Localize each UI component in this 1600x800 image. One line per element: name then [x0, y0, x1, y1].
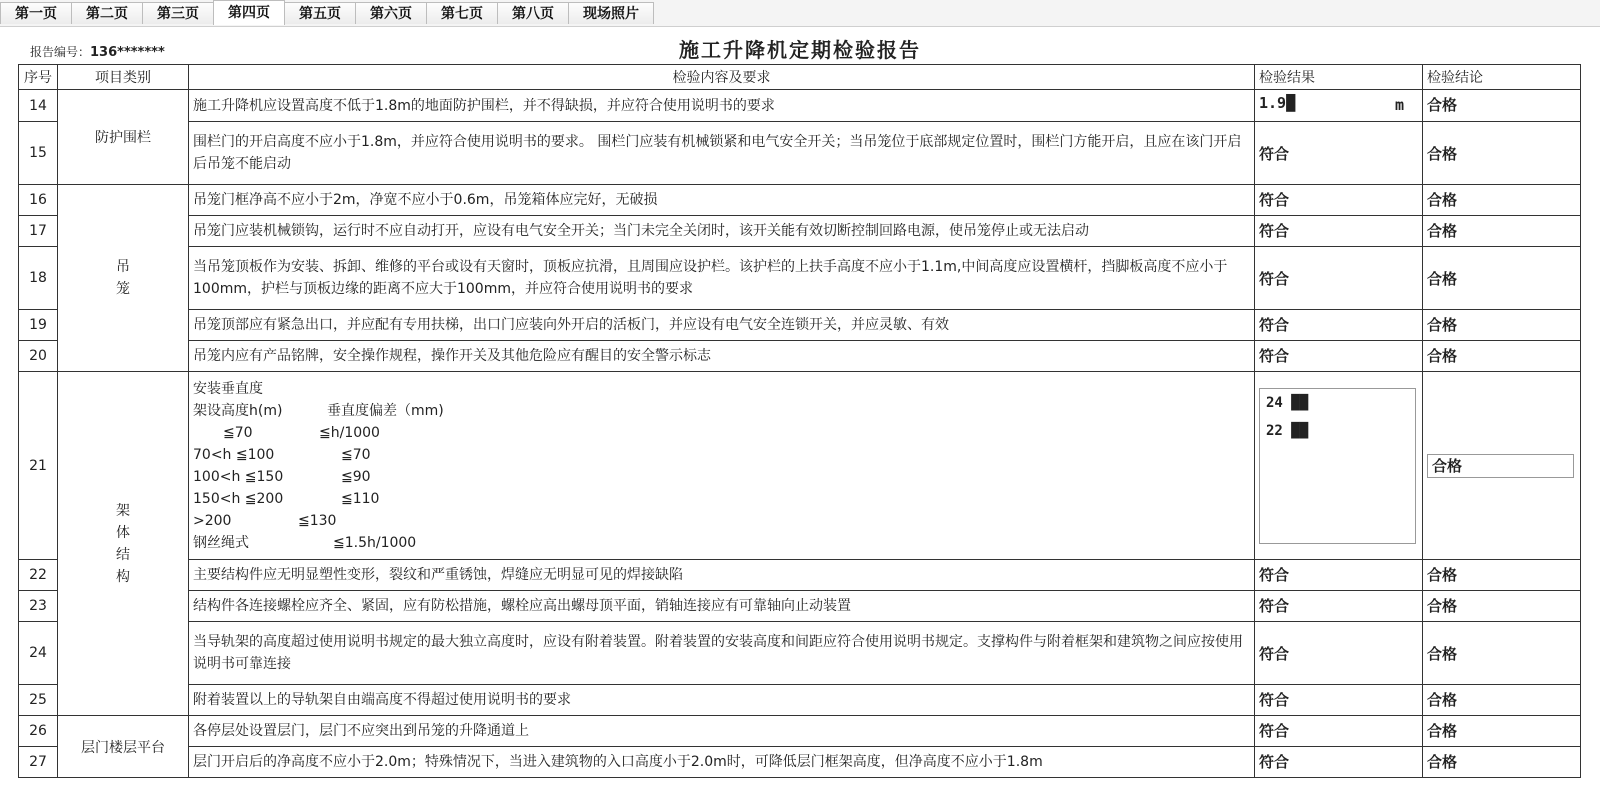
tab-page-5[interactable]: 第五页	[284, 2, 356, 24]
spec-line-a: 70<h ≦100	[193, 446, 275, 463]
row-conclusion[interactable]: 合格	[1423, 622, 1581, 685]
row-requirement: 主要结构件应无明显塑性变形，裂纹和严重锈蚀，焊缝应无明显可见的焊接缺陷	[189, 560, 1255, 591]
row-no: 27	[19, 747, 58, 778]
row-requirement: 层门开启后的净高度不应小于2.0m；特殊情况下，当进入建筑物的入口高度小于2.0m时，可降低层门框架高度，但净高度不应小于1.8m	[189, 747, 1255, 778]
verticality-result-box[interactable]	[1259, 388, 1416, 544]
row-requirement: 吊笼顶部应有紧急出口，并应配有专用扶梯，出口门应装向外开启的活板门，并应设有电气安全连锁开关，并应灵敏、有效	[189, 310, 1255, 341]
table-row	[19, 716, 1581, 747]
row-requirement: 围栏门的开启高度不应小于1.8m，并应符合使用说明书的要求。 围栏门应装有机械锁紧和电气安全开关；当吊笼位于底部规定位置时，围栏门方能开启，且应在该门开启后吊笼不能启动	[189, 122, 1255, 185]
row-no: 14	[19, 90, 58, 122]
spec-line-a: >200	[193, 512, 232, 529]
table-row	[19, 560, 1581, 591]
row-no: 16	[19, 185, 58, 216]
header-no: 序号	[19, 65, 58, 90]
row-conclusion[interactable]: 合格	[1423, 341, 1581, 372]
row-requirement: 当吊笼顶板作为安装、拆卸、维修的平台或设有天窗时，顶板应抗滑，且周围应设护栏。该护栏的上扶手高度不应小于1.1m,中间高度应设置横杆，挡脚板高度不应小于100mm，护栏与顶板边缘的距离不应大于100mm，并应符合使用说明书的要求	[189, 247, 1255, 310]
tab-site-photos[interactable]: 现场照片	[568, 2, 654, 24]
tab-page-2[interactable]: 第二页	[71, 2, 143, 24]
row-result[interactable]: 符合	[1255, 341, 1423, 372]
row-requirement: 各停层处设置层门，层门不应突出到吊笼的升降通道上	[189, 716, 1255, 747]
page-tabs	[0, 0, 1600, 27]
report-number-value: 136*******	[90, 45, 165, 60]
table-row	[19, 90, 1581, 122]
table-row	[19, 372, 1581, 560]
row-requirement: 施工升降机应设置高度不低于1.8m的地面防护围栏，并不得缺损，并应符合使用说明书的要求	[189, 90, 1255, 122]
header-content: 检验内容及要求	[189, 65, 1255, 90]
row-result[interactable]: 符合	[1255, 685, 1423, 716]
table-header-row	[19, 65, 1581, 90]
table-row	[19, 341, 1581, 372]
row-result[interactable]: 符合	[1255, 747, 1423, 778]
spec-line-a: 100<h ≦150	[193, 468, 284, 485]
table-row	[19, 216, 1581, 247]
row-result[interactable]: 符合	[1255, 216, 1423, 247]
tab-page-3[interactable]: 第三页	[142, 2, 214, 24]
row-no: 26	[19, 716, 58, 747]
table-row	[19, 591, 1581, 622]
tab-page-6[interactable]: 第六页	[355, 2, 427, 24]
row-result[interactable]: 符合	[1255, 185, 1423, 216]
tab-page-8[interactable]: 第八页	[497, 2, 569, 24]
inspection-table	[18, 64, 1581, 778]
row-conclusion[interactable]: 合格	[1423, 685, 1581, 716]
row-requirement: 吊笼内应有产品铭牌，安全操作规程，操作开关及其他危险应有醒目的安全警示标志	[189, 341, 1255, 372]
header-category: 项目类别	[58, 65, 189, 90]
spec-line-b: ≦110	[341, 490, 380, 507]
row-requirement: 结构件各连接螺栓应齐全、紧固，应有防松措施，螺栓应高出螺母顶平面，销轴连接应有可靠轴向止动装置	[189, 591, 1255, 622]
result-value-1: 24 ██	[1266, 394, 1309, 411]
spec-line-b: ≦70	[341, 446, 371, 463]
spec-header-height: 架设高度h(m)	[193, 402, 283, 419]
spec-line-b: ≦h/1000	[319, 424, 380, 441]
row-conclusion[interactable]: 合格	[1423, 122, 1581, 185]
result-unit: m	[1394, 96, 1404, 114]
result-value: 1.9█	[1259, 94, 1296, 112]
page-title: 施工升降机定期检验报告	[679, 38, 921, 62]
row-no: 15	[19, 122, 58, 185]
spec-line-b: ≦90	[341, 468, 371, 485]
row-result[interactable]: 符合	[1255, 122, 1423, 185]
row-conclusion[interactable]: 合格	[1423, 591, 1581, 622]
row-requirement: 当导轨架的高度超过使用说明书规定的最大独立高度时，应设有附着装置。附着装置的安装高度和间距应符合使用说明书规定。支撑构件与附着框架和建筑物之间应按使用说明书可靠连接	[189, 622, 1255, 685]
spec-title: 安装垂直度	[193, 380, 263, 397]
row-no: 21	[19, 372, 58, 560]
table-row	[19, 685, 1581, 716]
row-conclusion[interactable]: 合格	[1423, 216, 1581, 247]
row-no: 23	[19, 591, 58, 622]
row-result[interactable]	[1255, 90, 1423, 122]
row-conclusion[interactable]: 合格	[1423, 747, 1581, 778]
spec-line-b: ≦1.5h/1000	[333, 534, 417, 551]
report-number-label: 报告编号：	[30, 45, 91, 59]
row-conclusion[interactable]: 合格	[1423, 560, 1581, 591]
row-no: 24	[19, 622, 58, 685]
table-row	[19, 622, 1581, 685]
row-result	[1255, 372, 1423, 560]
table-row	[19, 247, 1581, 310]
verticality-spec	[189, 372, 1255, 560]
table-row	[19, 310, 1581, 341]
spec-line-a: 钢丝绳式	[193, 534, 249, 551]
category-guard: 防护围栏	[58, 90, 189, 185]
table-row	[19, 122, 1581, 185]
row-conclusion[interactable]: 合格	[1423, 310, 1581, 341]
row-no: 22	[19, 560, 58, 591]
spec-header-deviation: 垂直度偏差（mm)	[327, 402, 444, 419]
row-no: 19	[19, 310, 58, 341]
row-conclusion[interactable]: 合格	[1423, 716, 1581, 747]
row-no: 18	[19, 247, 58, 310]
row-no: 17	[19, 216, 58, 247]
table-row	[19, 747, 1581, 778]
spec-line-b: ≦130	[298, 512, 337, 529]
row-result[interactable]: 符合	[1255, 310, 1423, 341]
row-no: 25	[19, 685, 58, 716]
result-value-2: 22 ██	[1266, 422, 1309, 439]
row-requirement: 附着装置以上的导轨架自由端高度不得超过使用说明书的要求	[189, 685, 1255, 716]
tab-page-4[interactable]: 第四页	[213, 0, 285, 25]
conclusion-field[interactable]: 合格	[1427, 454, 1574, 478]
row-conclusion	[1423, 372, 1581, 560]
spec-line-a: ≦70	[223, 424, 253, 441]
row-result[interactable]: 符合	[1255, 247, 1423, 310]
tab-page-7[interactable]: 第七页	[426, 2, 498, 24]
header-conclusion: 检验结论	[1423, 65, 1581, 90]
row-requirement: 吊笼门框净高不应小于2m，净宽不应小于0.6m，吊笼箱体应完好，无破损	[189, 185, 1255, 216]
row-result[interactable]: 符合	[1255, 591, 1423, 622]
spec-line-a: 150<h ≦200	[193, 490, 284, 507]
row-requirement: 吊笼门应装机械锁钩，运行时不应自动打开，应设有电气安全开关；当门未完全关闭时，该开关能有效切断控制回路电源，使吊笼停止或无法启动	[189, 216, 1255, 247]
row-result[interactable]: 符合	[1255, 622, 1423, 685]
row-conclusion[interactable]: 合格	[1423, 90, 1581, 122]
row-result[interactable]: 符合	[1255, 560, 1423, 591]
row-conclusion[interactable]: 合格	[1423, 247, 1581, 310]
row-result[interactable]: 符合	[1255, 716, 1423, 747]
category-landing: 层门楼层平台	[58, 716, 189, 778]
header-result: 检验结果	[1255, 65, 1423, 90]
category-cage: 吊 笼	[58, 185, 189, 372]
category-frame: 架 体 结 构	[58, 372, 189, 716]
tab-page-1[interactable]: 第一页	[0, 2, 72, 24]
table-row	[19, 185, 1581, 216]
row-no: 20	[19, 341, 58, 372]
row-conclusion[interactable]: 合格	[1423, 185, 1581, 216]
